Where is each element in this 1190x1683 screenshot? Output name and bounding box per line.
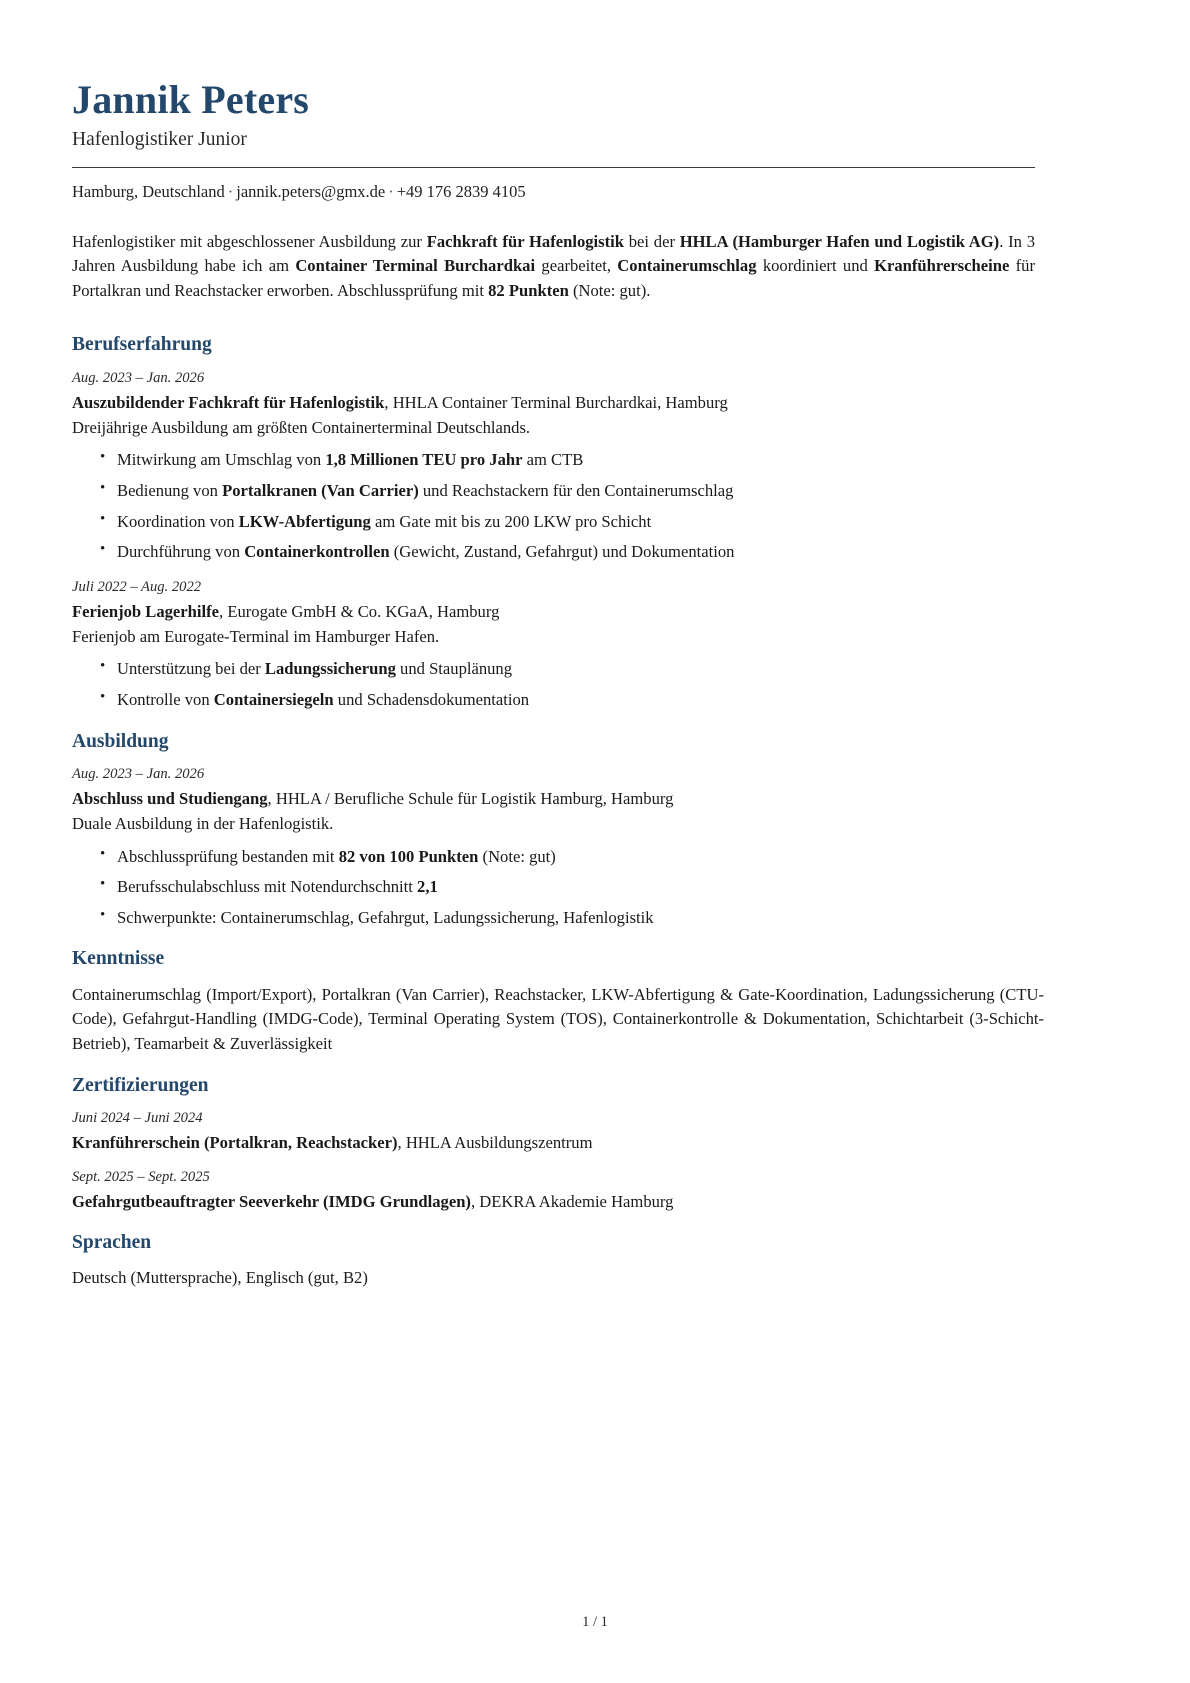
bullet-text-post: (Gewicht, Zustand, Gefahrgut) und Dokumentation bbox=[389, 542, 735, 562]
entry-role: Auszubildender Fachkraft für Hafenlogistik bbox=[72, 392, 385, 412]
entry-title bbox=[72, 391, 1050, 414]
bullet-text-pre: Schwerpunkte: Containerumschlag, Gefahrgut, Ladungssicherung, Hafenlogistik bbox=[117, 907, 654, 927]
section-education bbox=[72, 730, 1050, 930]
list-item bbox=[100, 479, 1050, 503]
list-item bbox=[100, 906, 1050, 930]
entry-date: Aug. 2023 – Jan. 2026 bbox=[72, 369, 205, 386]
entry-description: Dreijährige Ausbildung am größten Containerterminal Deutschlands. bbox=[72, 417, 531, 437]
bullet-text-post: und Stauplänung bbox=[395, 659, 513, 679]
section-certifications bbox=[72, 1074, 1050, 1213]
bullet-text-bold: Ladungssicherung bbox=[264, 659, 396, 679]
bullet-text-pre: Kontrolle von bbox=[117, 690, 214, 709]
entry-bullet-list bbox=[72, 845, 1050, 930]
job-headline: Hafenlogistiker Junior bbox=[72, 129, 247, 150]
summary-text-2: bei der bbox=[623, 231, 680, 251]
entry-company: , HHLA Ausbildungszentrum bbox=[397, 1133, 593, 1153]
entry-company: , HHLA Container Terminal Burchardkai, Hamburg bbox=[384, 392, 728, 412]
entry-date: Juni 2024 – Juni 2024 bbox=[72, 1110, 203, 1127]
section-heading-experience: Berufserfahrung bbox=[72, 334, 212, 356]
list-item bbox=[100, 688, 1050, 712]
entry-company: , Eurogate GmbH & Co. KGaA, Hamburg bbox=[219, 601, 500, 621]
bullet-text-pre: Berufsschulabschluss mit Notendurchschnitt bbox=[117, 877, 418, 897]
experience-entry bbox=[72, 578, 1050, 712]
section-heading-education: Ausbildung bbox=[72, 730, 169, 752]
bullet-text-pre: Mitwirkung am Umschlag von bbox=[117, 450, 326, 470]
section-heading-languages: Sprachen bbox=[72, 1231, 152, 1253]
entry-title bbox=[72, 787, 1050, 810]
section-heading-skills: Kenntnisse bbox=[72, 948, 165, 970]
entry-company: , DEKRA Akademie Hamburg bbox=[470, 1191, 674, 1211]
summary-text-1: Hafenlogistiker mit abgeschlossener Ausbildung zur bbox=[72, 231, 427, 251]
summary-bold-5: Kranführerscheine bbox=[874, 256, 1010, 276]
summary-bold-6: 82 Punkten bbox=[488, 280, 569, 300]
entry-title bbox=[72, 1190, 1050, 1213]
entry-description: Duale Ausbildung in der Hafenlogistik. bbox=[72, 814, 334, 834]
entry-bullet-list bbox=[72, 448, 1050, 563]
bullet-text-post: am CTB bbox=[522, 450, 584, 470]
entry-date: Juli 2022 – Aug. 2022 bbox=[72, 578, 202, 595]
bullet-text-bold: 82 von 100 Punkten bbox=[338, 846, 479, 866]
summary-bold-2: HHLA (Hamburger Hafen und Logistik AG) bbox=[679, 231, 1000, 251]
list-item bbox=[100, 540, 1050, 564]
summary-text-6: für Portalkran und Reachstacker erworben. Abschlussprüfung mit bbox=[72, 256, 1035, 300]
list-item bbox=[100, 845, 1050, 869]
section-languages bbox=[72, 1231, 1050, 1290]
bullet-text-pre: Bedienung von bbox=[117, 481, 223, 500]
contact-location: Hamburg, Deutschland bbox=[72, 182, 225, 202]
list-item bbox=[100, 448, 1050, 472]
bullet-text-bold: Containersiegeln bbox=[213, 690, 334, 709]
contact-line bbox=[72, 181, 1050, 203]
languages-text: Deutsch (Muttersprache), Englisch (gut, B2) bbox=[72, 1268, 368, 1288]
bullet-text-pre: Durchführung von bbox=[117, 542, 245, 562]
summary-text-4: gearbeitet, bbox=[535, 256, 618, 276]
bullet-text-pre: Abschlussprüfung bestanden mit bbox=[117, 846, 339, 866]
entry-role: Ferienjob Lagerhilfe bbox=[72, 601, 220, 621]
contact-email[interactable]: jannik.peters@gmx.de bbox=[236, 182, 386, 202]
entry-role: Kranführerschein (Portalkran, Reachstacker) bbox=[72, 1133, 398, 1153]
summary-bold-1: Fachkraft für Hafenlogistik bbox=[426, 231, 624, 251]
resume-header bbox=[72, 78, 1050, 204]
profile-summary bbox=[72, 230, 1035, 304]
bullet-text-post: am Gate mit bis zu 200 LKW pro Schicht bbox=[370, 511, 652, 531]
bullet-text-pre: Koordination von bbox=[117, 511, 239, 531]
entry-date: Sept. 2025 – Sept. 2025 bbox=[72, 1168, 210, 1185]
contact-separator-1: · bbox=[227, 182, 234, 202]
page-number: 1 / 1 bbox=[582, 1614, 608, 1630]
entry-role: Gefahrgutbeauftragter Seeverkehr (IMDG Grundlagen) bbox=[72, 1191, 471, 1211]
skills-text: Containerumschlag (Import/Export), Portalkran (Van Carrier), Reachstacker, LKW-Abfertigung & Gate-Koordination, Ladungssicherung (CTU-Code), Gefahrgut-Handling (IMDG-Code), Terminal Operating System (TOS), Containerkontrolle & Dokumentation, Schichtarbeit (3-Schicht-Betrieb), Teamarbeit & Zuverlässigkeit bbox=[72, 984, 1044, 1053]
page-footer bbox=[0, 1614, 1190, 1631]
header-divider bbox=[72, 167, 1035, 168]
bullet-text-bold: 2,1 bbox=[417, 877, 438, 897]
list-item bbox=[100, 657, 1050, 681]
summary-text-5: koordiniert und bbox=[756, 256, 875, 276]
summary-text-3: . In 3 Jahren Ausbildung habe ich am bbox=[72, 231, 1035, 276]
entry-bullet-list bbox=[72, 657, 1050, 711]
list-item bbox=[100, 510, 1050, 534]
summary-text-7: (Note: gut). bbox=[568, 280, 651, 300]
summary-bold-3: Container Terminal Burchardkai bbox=[295, 256, 536, 276]
certification-entry bbox=[72, 1168, 1050, 1213]
contact-separator-2: · bbox=[388, 182, 394, 202]
summary-bold-4: Containerumschlag bbox=[617, 256, 757, 276]
education-entry bbox=[72, 765, 1050, 929]
bullet-text-post: (Note: gut) bbox=[478, 846, 556, 866]
page-title: Jannik Peters bbox=[72, 77, 310, 122]
entry-title bbox=[72, 1131, 1050, 1154]
entry-description: Ferienjob am Eurogate-Terminal im Hamburger Hafen. bbox=[72, 626, 440, 646]
contact-phone[interactable]: +49 176 2839 4105 bbox=[396, 182, 526, 202]
bullet-text-bold: LKW-Abfertigung bbox=[238, 511, 371, 531]
certification-entry bbox=[72, 1109, 1050, 1154]
bullet-text-bold: 1,8 Millionen TEU pro Jahr bbox=[325, 450, 523, 470]
section-heading-certifications: Zertifizierungen bbox=[72, 1074, 209, 1096]
bullet-text-pre: Unterstützung bei der bbox=[117, 659, 265, 679]
entry-company: , HHLA / Berufliche Schule für Logistik Hamburg, Hamburg bbox=[267, 788, 674, 808]
experience-entry bbox=[72, 369, 1050, 564]
bullet-text-bold: Containerkontrollen bbox=[244, 542, 390, 562]
entry-date: Aug. 2023 – Jan. 2026 bbox=[72, 765, 205, 782]
bullet-text-post: und Schadensdokumentation bbox=[333, 690, 530, 709]
section-skills bbox=[72, 947, 1050, 1056]
entry-title bbox=[72, 600, 1050, 623]
bullet-text-post: und Reachstackern für den Containerumschlag bbox=[418, 481, 734, 500]
section-experience bbox=[72, 333, 1050, 711]
bullet-text-bold: Portalkranen (Van Carrier) bbox=[222, 481, 419, 500]
entry-role: Abschluss und Studiengang bbox=[72, 788, 268, 808]
list-item bbox=[100, 875, 1050, 899]
